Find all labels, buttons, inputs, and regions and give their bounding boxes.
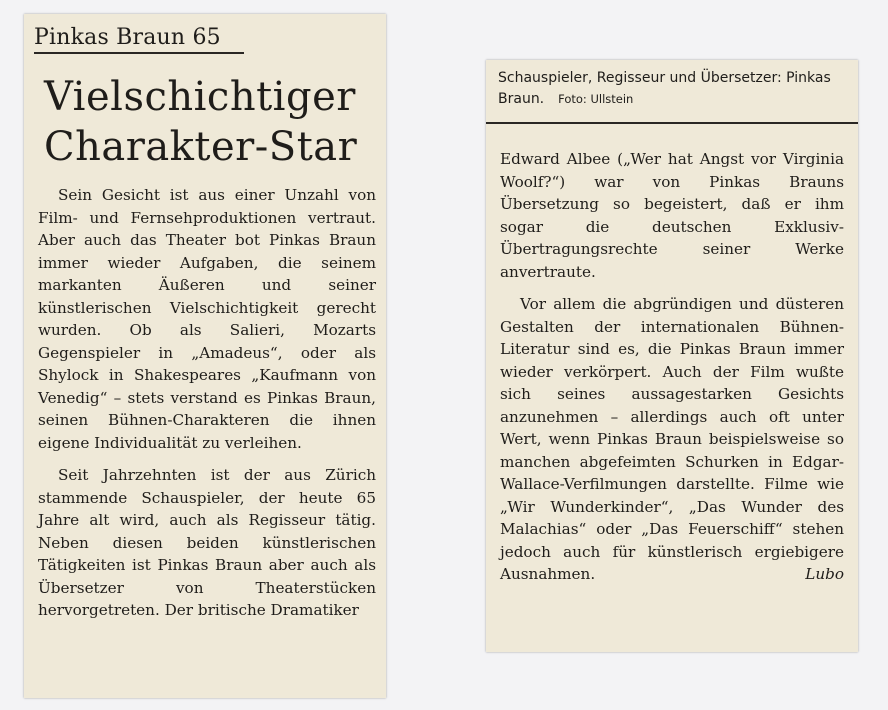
photo-credit: Foto: Ullstein: [558, 92, 634, 106]
kicker: Pinkas Braun 65: [34, 24, 244, 54]
paragraph-1: Sein Gesicht ist aus einer Unzahl von Film- und Fernsehproduktionen vertraut. Aber auch das Theater bot Pinkas Braun immer wieder Aufgaben, die seinem markanten Äußeren und seiner künstlerischen Vielschichtigkeit gerecht wurden. Ob als Salieri, Mozarts Gegenspieler in „Amadeus“, oder als Shylock in Shakespeares „Kaufmann von Venedig“ – stets verstand es Pinkas Braun, seinen Bühnen-Charakteren die ihnen eigene Individualität zu verleihen.: [38, 186, 376, 452]
photo-caption: [498, 68, 848, 110]
paragraph-2: Seit Jahrzehnten ist der aus Zürich stammende Schauspieler, der heute 65 Jahre alt wird, auch als Regisseur tätig. Neben diesen beiden künstlerischen Tätigkeiten ist Pinkas Braun aber auch als Übersetzer von Theaterstücken hervorgetreten. Der britische Dramatiker: [38, 466, 376, 619]
paragraph-3: Edward Albee („Wer hat Angst vor Virginia Woolf?“) war von Pinkas Brauns Übersetzung so begeistert, daß er ihm sogar die deutschen Exklusiv-Übertragungsrechte seiner Werke anvertraute.: [500, 150, 844, 281]
paragraph-4: Vor allem die abgründigen und düsteren Gestalten der internationalen Bühnen-Literatur sind es, die Pinkas Braun immer wieder verkörpert. Auch der Film wußte sich seines aussagestarken Gesichts anzunehmen – allerdings auch oft unter Wert, wenn Pinkas Braun beispielsweise so manchen abgefeimten Schurken in Edgar-Wallace-Verfilmungen darstellte. Filme wie „Wir Wunderkinder“, „Das Wunder des Malachias“ oder „Das Feuerschiff“ stehen jedoch auch für künstlerisch ergiebigere Ausnahmen.: [500, 295, 844, 583]
article-body-left: [38, 184, 376, 622]
left-clipping: [24, 14, 386, 698]
caption-divider: [486, 122, 858, 124]
headline: [44, 72, 357, 172]
caption-text: Schauspieler, Regisseur und Übersetzer: Pinkas Braun.: [498, 70, 831, 107]
right-clipping: [486, 60, 858, 652]
article-body-right: [500, 148, 844, 586]
headline-line-2: Charakter-Star: [44, 124, 358, 170]
headline-line-1: Vielschichtiger: [44, 74, 356, 120]
author-signature: Lubo: [805, 565, 844, 583]
